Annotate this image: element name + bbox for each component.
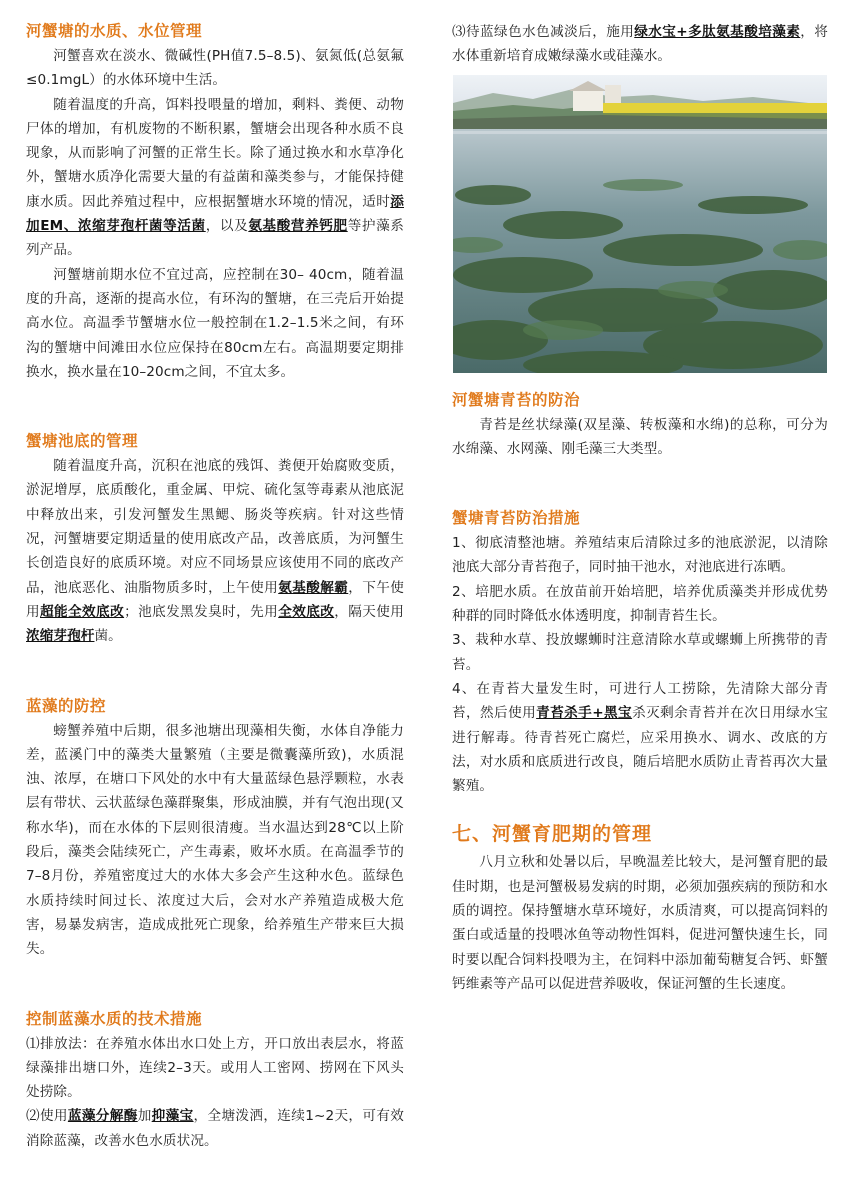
spacer — [26, 384, 404, 430]
pond-photo — [453, 75, 827, 373]
spacer — [26, 649, 404, 695]
list-item — [26, 1104, 404, 1153]
text-run: 菌。 — [94, 628, 122, 645]
section-title-pond-bottom: 蟹塘池底的管理 — [26, 432, 139, 451]
bold-product: 青苔杀手+黑宝 — [536, 705, 633, 722]
section-title-fattening: 七、河蟹育肥期的管理 — [452, 823, 653, 846]
text-run: ，下午使用 — [26, 579, 404, 620]
text-run: ，将水体重新培育成嫩绿藻水或硅藻水。 — [452, 24, 828, 65]
bold-product: 添加EM、浓缩芽孢杆菌等活菌 — [26, 193, 404, 235]
right-column — [452, 20, 828, 996]
spacer — [26, 962, 404, 1008]
list-item: 3、栽种水草、投放螺蛳时注意清除水草或螺蛳上所携带的青苔。 — [452, 632, 828, 673]
spacer — [452, 461, 828, 507]
text-run: 加 — [137, 1108, 152, 1125]
bold-product: 抑藻宝 — [151, 1108, 194, 1125]
list-item: ⑴排放法：在养殖水体出水口处上方，开口放出表层水，将蓝绿藻排出塘口外，连续2–3天。或用人工密网、捞网在下风头处捞除。 — [26, 1035, 404, 1101]
bold-product: 全效底改 — [278, 603, 335, 620]
bold-product: 蓝藻分解酶 — [67, 1108, 138, 1125]
section-title-algae-control: 控制蓝藻水质的技术措施 — [26, 1009, 203, 1028]
list-item — [452, 677, 828, 798]
paragraph: 河蟹塘前期水位不宜过高，应控制在30– 40cm，随着温度的升高，逐渐的提高水位，有环沟的蟹塘，在三壳后开始提高水位。高温季节蟹塘水位一般控制在1.2–1.5米之间，有环沟的蟹塘中间滩田水位应保持在80cm左右。高温期要定期排换水，换水量在10–20cm之间，不宜太多。 — [26, 266, 404, 380]
text-run: 等护藻系列产品。 — [26, 218, 404, 259]
bold-product: 浓缩芽孢杆 — [26, 628, 95, 645]
rape-flowers — [603, 103, 827, 113]
bold-product: 超能全效底改 — [40, 603, 125, 620]
list-item: 1、彻底清整池塘。养殖结束后清除过多的池底淤泥，以清除池底大部分青苔孢子，同时抽干池水，对池底进行冻晒。 — [452, 535, 828, 576]
section-title-moss-measures: 蟹塘青苔防治措施 — [452, 509, 581, 528]
paragraph: 青苔是丝状绿藻(双星藻、转板藻和水绵)的总称，可分为水绵藻、水网藻、刚毛藻三大类型。 — [452, 416, 828, 457]
reflection — [453, 131, 827, 134]
paragraph: 螃蟹养殖中后期，很多池塘出现藻相失衡，水体自净能力差，蓝溪门中的藻类大量繁殖（主要是微囊藻所致)，水质混浊、浓厚，在塘口下风处的水中有大量蓝绿色悬浮颗粒，水表层有带状、云状蓝绿色藻群聚集，形成油膜，并有气泡出现(又称水华)，而在水体的下层则很清瘦。当水温达到28℃以上阶段后，藻类会陆续死亡，产生毒素，败坏水质。在高温季节的7–8月份，养殖密度过大的水体大多会产生这种水色。蓝绿色水质持续时间过长、浓度过大后，会对水产养殖造成极大危害，易暴发病害，造成成批死亡现象，给养殖生产带来巨大损失。 — [26, 722, 404, 958]
paragraph: 河蟹喜欢在淡水、微碱性(PH值7.5–8.5)、氨氮低(总氨氟≤0.1mgL）的水体环境中生活。 — [26, 48, 404, 89]
bold-product: 绿水宝+多肽氨基酸培藻素 — [634, 24, 801, 40]
section-title-blue-algae: 蓝藻的防控 — [26, 696, 107, 715]
paragraph: 八月立秋和处暑以后，早晚温差比较大，是河蟹育肥的最佳时期，也是河蟹极易发病的时期，必须加强疾病的预防和水质的调控。保持蟹塘水草环境好，水质清爽，可以提高饲料的蛋白或适量的投喂冰鱼等动物性饵料，促进河蟹快速生长，同时要以配合饲料投喂为主，在饲料中添加葡萄糖复合钙、虾蟹钙维素等产品可以促进营养吸收，保证河蟹的生长速度。 — [452, 854, 828, 992]
list-item: 2、培肥水质。在放苗前开始培肥，培养优质藻类并形成优势种群的同时降低水体透明度，抑制青苔生长。 — [452, 583, 828, 625]
pond-photo-image — [453, 75, 827, 373]
house — [605, 85, 621, 103]
list-item — [452, 20, 828, 69]
paragraph — [26, 454, 404, 648]
text-run: ⑶待蓝绿色水色减淡后，施用 — [452, 24, 635, 40]
left-column — [26, 20, 404, 1153]
text-run: 杀灭剩余青苔并在次日用绿水宝进行解毒。待青苔死亡腐烂，应采用换水、调水、改底的方法，对水质和底质进行改良，随后培肥水质防止青苔再次大量繁殖。 — [452, 705, 829, 795]
text-run: ，全塘泼洒，连续1~2天，可有效消除蓝藻，改善水色水质状况。 — [26, 1108, 404, 1149]
text-run: 4、在青苔大量发生时，可进行人工捞除，先清除大部分青苔，然后使用 — [452, 680, 828, 722]
bold-product: 氨基酸解霸 — [278, 579, 349, 596]
text-run: 随着温度的升高，饵料投喂量的增加，剩料、粪便、动物尸体的增加，有机废物的不断积累，蟹塘会出现各种水质不良现象，从而影响了河蟹的正常生长。除了通过换水和水草净化外，蟹塘水质净化需要大量的有益菌和藻类参与，才能保持健康水质。因此养殖过程中，应根据蟹塘水环境的情况，适时 — [26, 96, 404, 210]
text-run: ，隔天使用 — [334, 603, 404, 620]
text-run: 随着温度升高，沉积在池底的残饵、粪便开始腐败变质，淤泥增厚，底质酸化，重金属、甲烷、硫化氢等毒素从池底泥中释放出来，引发河蟹发生黑鳃、肠炎等疾病。针对这些情况，河蟹塘要定期适量的使用底改产品，改善底质，为河蟹生长创造良好的底质环境。对应不同场景应该使用不同的底改产品，池底恶化、油脂物质多时，上午使用 — [26, 458, 404, 596]
section-title-moss: 河蟹塘青苔的防治 — [452, 390, 581, 409]
bold-product: 氨基酸营养钙肥 — [248, 218, 348, 235]
house — [573, 89, 603, 111]
text-run: ，以及 — [205, 218, 249, 235]
text-run: ⑵使用 — [26, 1108, 68, 1125]
text-run: ；池底发黑发臭时，先用 — [124, 603, 279, 620]
paragraph — [26, 93, 404, 263]
section-title-water-quality: 河蟹塘的水质、水位管理 — [26, 22, 203, 40]
spacer — [452, 798, 828, 820]
